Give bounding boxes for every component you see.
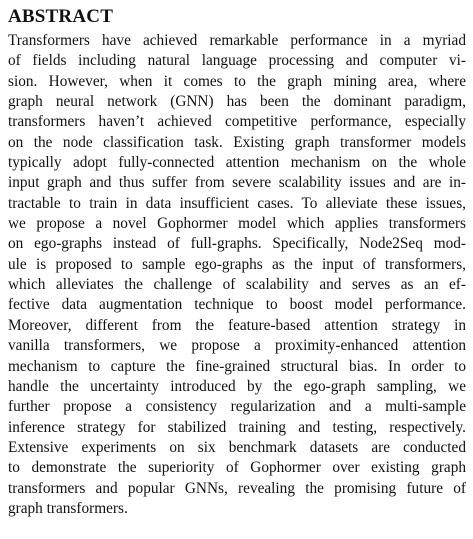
abstract-line: graph transformers.	[8, 499, 128, 517]
abstract-line: transformers and popular GNNs, revealing the promising future of	[8, 479, 466, 497]
abstract-line: Moreover, different from the feature-based attention strategy in	[8, 316, 466, 334]
abstract-line: Extensive experiments on six benchmark datasets are conducted	[8, 438, 466, 456]
abstract-line: graph neural network (GNN) has been the dominant paradigm,	[8, 93, 466, 111]
abstract-line: fective data augmentation technique to boost model performance.	[8, 296, 466, 314]
abstract-line: transformers haven’t achieved competitive performance, especially	[8, 113, 466, 131]
abstract-line: typically adopt fully-connected attention mechanism on the whole	[8, 154, 466, 172]
abstract-line: of fields including natural language processing and computer vi-	[8, 52, 466, 70]
abstract-line: input graph and thus suffer from severe scalability issues and are in-	[8, 174, 466, 192]
abstract-line: to demonstrate the superiority of Gophormer over existing graph	[8, 459, 466, 477]
abstract-line: mechanism to capture the fine-grained structural bias. In order to	[8, 357, 466, 375]
abstract-line: we propose a novel Gophormer model which applies transformers	[8, 215, 466, 233]
abstract-line: on ego-graphs instead of full-graphs. Specifically, Node2Seq mod-	[8, 235, 466, 253]
abstract-line: Transformers have achieved remarkable performance in a myriad	[8, 32, 466, 49]
abstract-line: on the node classification task. Existing graph transformer models	[8, 133, 466, 151]
abstract-line: further propose a consistency regularization and a multi-sample	[8, 398, 466, 416]
abstract-line: which alleviates the challenge of scalability and serves as an ef-	[8, 276, 466, 294]
abstract-line: handle the uncertainty introduced by the ego-graph sampling, we	[8, 377, 466, 395]
abstract-heading: ABSTRACT	[8, 6, 114, 27]
abstract-body	[8, 31, 466, 519]
abstract-line: ule is proposed to sample ego-graphs as the input of transformers,	[8, 255, 466, 273]
abstract-line: vanilla transformers, we propose a proximity-enhanced attention	[8, 337, 466, 355]
abstract-line: inference strategy for stabilized training and testing, respectively.	[8, 418, 466, 436]
abstract-line: sion. However, when it comes to the graph mining area, where	[8, 72, 466, 90]
abstract-section	[8, 6, 466, 519]
abstract-line: tractable to train in data insufficient cases. To alleviate these issues,	[8, 194, 466, 212]
